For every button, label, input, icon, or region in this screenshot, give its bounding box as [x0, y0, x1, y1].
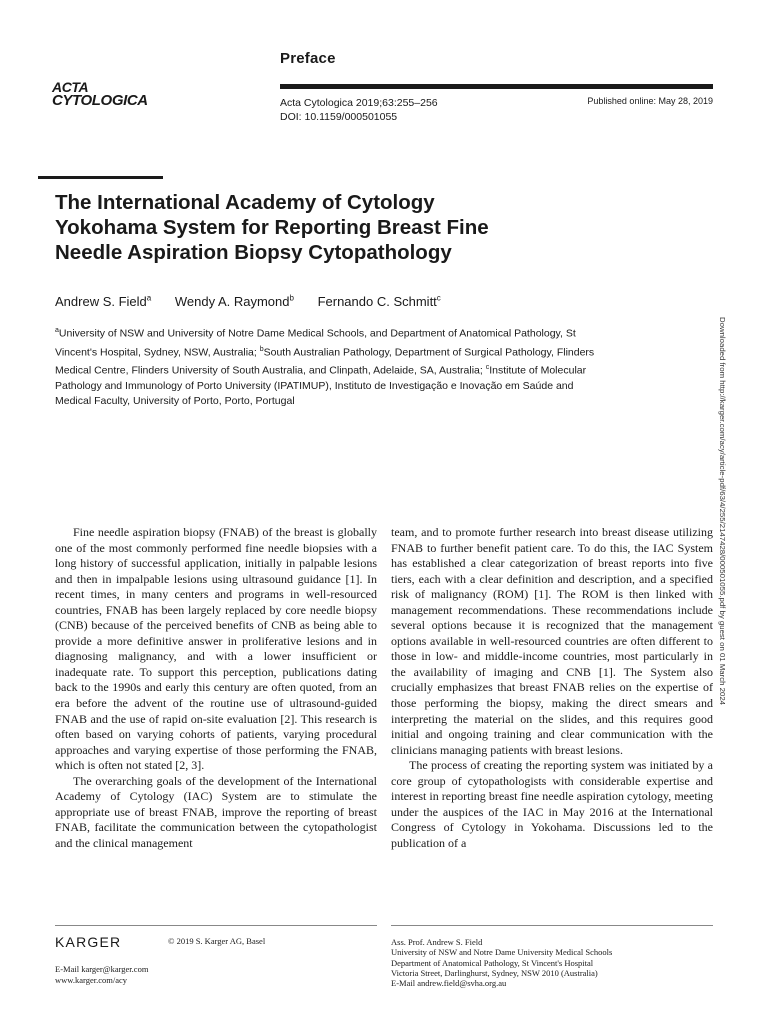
- affiliation-mark: a: [55, 327, 59, 334]
- author-list: [55, 294, 461, 309]
- body-paragraph: Fine needle aspiration biopsy (FNAB) of the breast is globally one of the most commonly performed fine needle biopsies with a long history of successful application, initially in palpable lesions and then in impalpable lesions using ultrasound guidance [1]. In recent times, in many centers and programs in well-resourced countries, FNAB has been largely replaced by core needle biopsy (CNB) because of the perceived benefits of CNB as being able to provide a more definitive answer in proliferative lesions and in diagnosing malignancy, and with a lower insufficient or inadequate rate. To support this perception, publications dating back to the 1990s and early this century are often quoted, from an era before the advent of the routine use of ultrasound-guided FNAB and the use of rapid on-site evaluation [2]. This research is often based on varying cohorts of patients, varying procedural approaches and varying expertise of those performing the FNAB, which is often not stated [2, 3].: [55, 525, 377, 773]
- title-line-3: Needle Aspiration Biopsy Cytopathology: [55, 241, 452, 264]
- body-paragraph: The process of creating the reporting system was initiated by a core group of cytopathologists with considerable expertise and interest in reporting breast fine needle aspiration cytology, meeting under the auspices of the IAC in May 2016 at the International Congress of Cytology in Yokohama. Discussions led to the publication of a: [391, 758, 713, 850]
- author-affiliation-mark: c: [436, 294, 441, 303]
- correspondence-block: [391, 937, 612, 988]
- body-paragraph: The overarching goals of the development of the International Academy of Cytology (IAC) System are to stimulate the appropriate use of breast FNAB, improve the reporting of breast FNAB, facilitate the communication between the cytopathologist and the clinical management: [55, 773, 377, 850]
- copyright: © 2019 S. Karger AG, Basel: [168, 936, 266, 946]
- corr-name: Ass. Prof. Andrew S. Field: [391, 937, 483, 947]
- affiliations: [55, 323, 595, 409]
- affiliation-c: Institute of Molecular Pathology and Immunology of Porto University (IPATIMUP), Instituto de Investigação e Inovação em Saúde and Medical Faculty, University of Porto, Porto, Portugal: [55, 364, 587, 407]
- author-name: Andrew S. Field: [55, 294, 147, 310]
- logo-line-1: ACTA: [52, 79, 89, 95]
- author-affiliation-mark: a: [146, 294, 152, 303]
- footer-rule-left: [55, 925, 377, 926]
- corr-line: University of NSW and Notre Dame University Medical Schools: [391, 947, 613, 958]
- header-rule: [280, 84, 713, 89]
- body-column-right: [391, 525, 713, 851]
- author-name: Fernando C. Schmitt: [317, 294, 437, 310]
- publisher-contact: [55, 964, 148, 985]
- title-line-1: The International Academy of Cytology: [55, 191, 435, 214]
- logo-line-2: CYTOLOGICA: [52, 92, 148, 109]
- title-accent-rule: [38, 176, 163, 179]
- corr-line: Department of Anatomical Pathology, St Vincent's Hospital: [391, 957, 594, 968]
- corr-line: Victoria Street, Darlinghurst, Sydney, NSW 2010 (Australia): [391, 967, 598, 978]
- publisher-email-link[interactable]: E-Mail karger@karger.com: [55, 964, 149, 974]
- title-line-2: Yokohama System for Reporting Breast Fine: [55, 216, 489, 239]
- publisher-web-link[interactable]: www.karger.com/acy: [55, 974, 127, 985]
- author: [175, 294, 294, 309]
- body-column-left: [55, 525, 377, 851]
- publisher-logo: KARGER: [55, 934, 122, 950]
- affiliation-mark: c: [485, 364, 490, 371]
- citation-block: [280, 96, 438, 124]
- section-label: Preface: [280, 50, 336, 67]
- body-paragraph: team, and to promote further research into breast disease utilizing FNAB to further benefit patient care. To do this, the IAC System has established a clear categorization of breast reports into five tiers, each with a clear definition and description, and a specified risk of malignancy (ROM) [1]. The ROM is then linked with management recommendations. These recommendations include several options because it is recognized that the management options available in well-resourced countries are often different to those in low- and middle-income countries, most particularly in the availability of imaging and CNB [1]. The System also crucially emphasizes that breast FNAB relies on the expertise of those performing the biopsy, making the direct smears and interpreting the material on the slides, and this requires good initial and ongoing training and clear communication with the clinicians managing patients with breast lesions.: [391, 525, 713, 757]
- affiliation-mark: b: [259, 345, 264, 353]
- affiliation-b: South Australian Pathology, Department of Surgical Pathology, Flinders Medical Centre, Flinders University of South Australia, and Clinpath, Adelaide, SA, Australia;: [55, 346, 595, 377]
- affiliation-a: University of NSW and University of Notre Dame Medical Schools, and Department of Anatomical Pathology, St Vincent's Hospital, Sydney, NSW, Australia;: [55, 327, 576, 358]
- journal-logo: [52, 80, 162, 108]
- author-affiliation-mark: b: [289, 294, 294, 303]
- citation: Acta Cytologica 2019;63:255–256: [280, 97, 438, 109]
- download-watermark: [712, 317, 736, 707]
- author: [55, 294, 151, 309]
- author: [318, 294, 441, 309]
- published-date: Published online: May 28, 2019: [587, 96, 713, 106]
- doi-link[interactable]: DOI: 10.1159/000501055: [280, 111, 398, 123]
- download-watermark-text: Downloaded from http://karger.com/acy/article-pdf/63/4/255/2147428/000501055.pdf by guest on 01 March 2024: [718, 317, 727, 681]
- footer-rule-right: [391, 925, 713, 926]
- article-title: [55, 190, 655, 265]
- author-name: Wendy A. Raymond: [174, 294, 290, 310]
- corr-email-link[interactable]: E-Mail andrew.field@svha.org.au: [391, 978, 507, 989]
